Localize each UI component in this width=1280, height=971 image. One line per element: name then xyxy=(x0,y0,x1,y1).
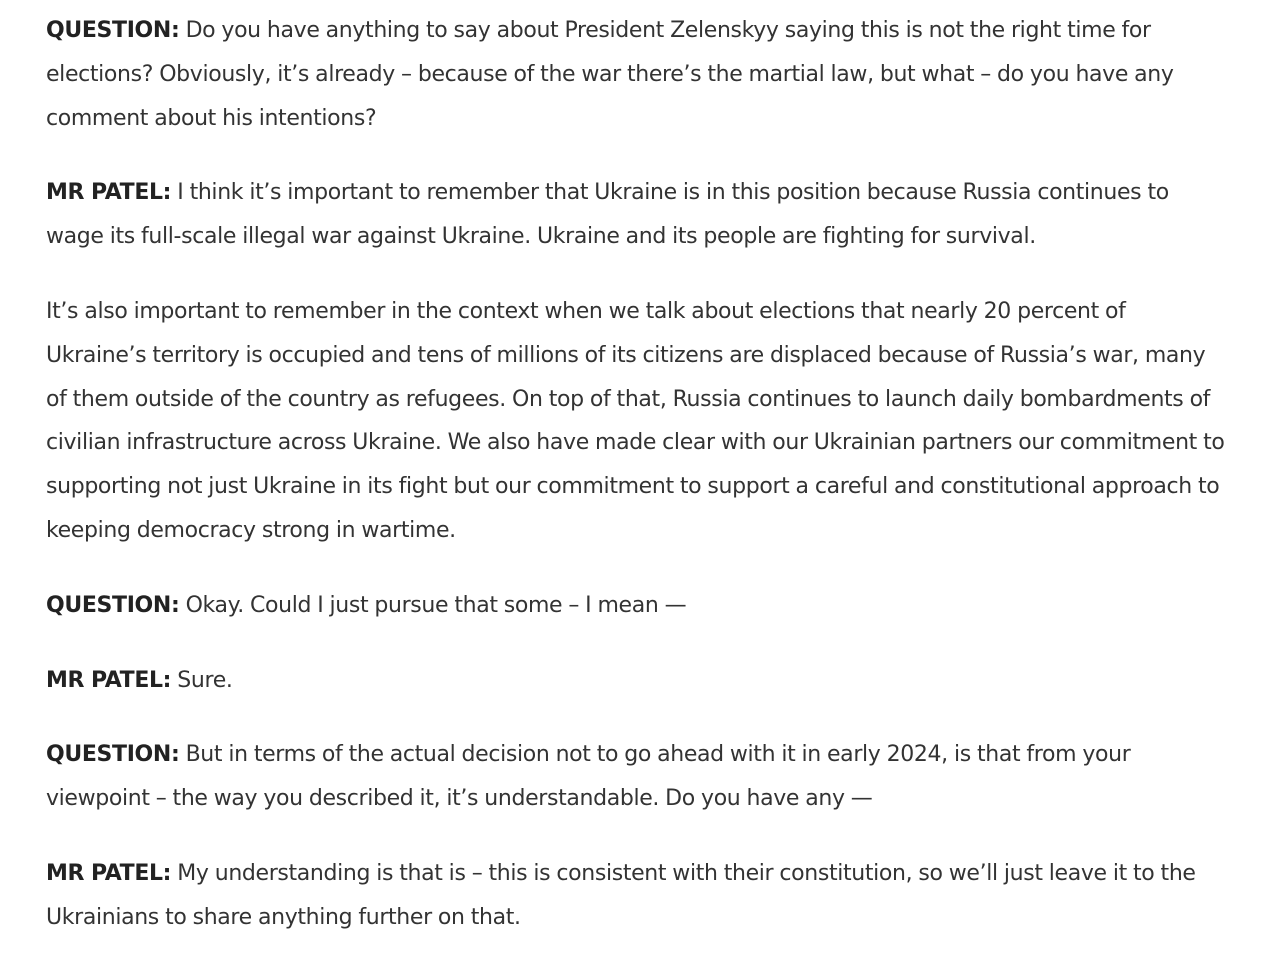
paragraph-text: My understanding is that is – this is consistent with their constitution, so we’ll just leave it to the Ukrainians to share anything further on that. xyxy=(46,860,1196,930)
transcript-paragraph-answer-2 xyxy=(46,659,1226,703)
paragraph-text: I think it’s important to remember that Ukraine is in this position because Russia continues to wage its full-scale illegal war against Ukraine. Ukraine and its people are fighting for survival. xyxy=(46,180,1169,250)
speaker-label: MR PATEL: xyxy=(46,667,172,693)
paragraph-text: Do you have anything to say about President Zelenskyy saying this is not the right time for elections? Obviously, it’s already – because of the war there’s the martial law, but what – do you have any comment about his intentions? xyxy=(46,18,1174,131)
transcript xyxy=(46,9,1226,971)
paragraph-text: But in terms of the actual decision not to go ahead with it in early 2024, is that from your viewpoint – the way you described it, it’s understandable. Do you have any — xyxy=(46,742,1131,812)
transcript-paragraph-question-2 xyxy=(46,584,1226,628)
speaker-label: QUESTION: xyxy=(46,742,180,768)
transcript-paragraph-answer-1-continued xyxy=(46,290,1226,553)
transcript-paragraph-question-1 xyxy=(46,9,1226,140)
speaker-label: MR PATEL: xyxy=(46,860,172,886)
speaker-label: QUESTION: xyxy=(46,18,180,43)
paragraph-text: Okay. Could I just pursue that some – I mean — xyxy=(185,592,687,618)
paragraph-text: It’s also important to remember in the context when we talk about elections that nearly 20 percent of Ukraine’s territory is occupied and tens of millions of its citizens are displaced because of Russia’s war, many of them outside of the country as refugees. On top of that, Russia continues to launch daily bombardments of civilian infrastructure across Ukraine. We also have made clear with our Ukrainian partners our commitment to supporting not just Ukraine in its fight but our commitment to support a careful and constitutional approach to keeping democracy strong in wartime. xyxy=(46,298,1225,543)
paragraph-text: Sure. xyxy=(177,667,233,693)
transcript-paragraph-question-3 xyxy=(46,733,1226,821)
speaker-label: QUESTION: xyxy=(46,592,180,618)
transcript-paragraph-answer-1 xyxy=(46,171,1226,259)
speaker-label: MR PATEL: xyxy=(46,180,172,206)
transcript-paragraph-answer-3 xyxy=(46,852,1226,940)
